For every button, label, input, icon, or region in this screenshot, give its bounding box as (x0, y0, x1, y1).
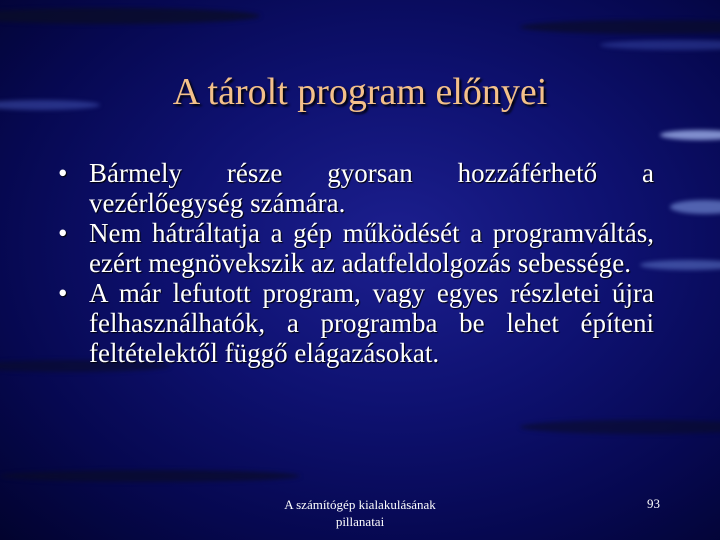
bullet-text: Bármely része gyorsan hozzáférhető a vezérlőegység számára. (89, 158, 654, 218)
bullet-item (58, 218, 654, 278)
bullet-icon: • (58, 158, 68, 188)
bullet-text: A már lefutott program, vagy egyes részletei újra felhasználhatók, a programba be lehet építeni feltételektől függő elágazásokat. (89, 278, 654, 368)
decorative-streak (0, 8, 260, 24)
bullet-item (58, 158, 654, 218)
bullet-list (58, 158, 654, 368)
slide-title: A tárolt program előnyei (172, 71, 548, 113)
bullet-icon: • (58, 218, 68, 248)
bullet-text: Nem hátráltatja a gép működését a programváltás, ezért megnövekszik az adatfeldolgozás sebessége. (89, 218, 654, 278)
footer-line-2: pillanatai (335, 514, 385, 529)
bullet-icon: • (58, 278, 68, 308)
decorative-streak (520, 420, 720, 434)
decorative-streak (0, 470, 300, 482)
decorative-streak (600, 40, 720, 50)
decorative-streak (660, 130, 720, 140)
bullet-item (58, 278, 654, 368)
footer-line-1: A számítógép kialakulásának (284, 497, 436, 512)
footer-caption (270, 496, 450, 530)
page-number: 93 (647, 496, 660, 511)
decorative-streak (670, 200, 720, 214)
decorative-streak (520, 20, 720, 34)
